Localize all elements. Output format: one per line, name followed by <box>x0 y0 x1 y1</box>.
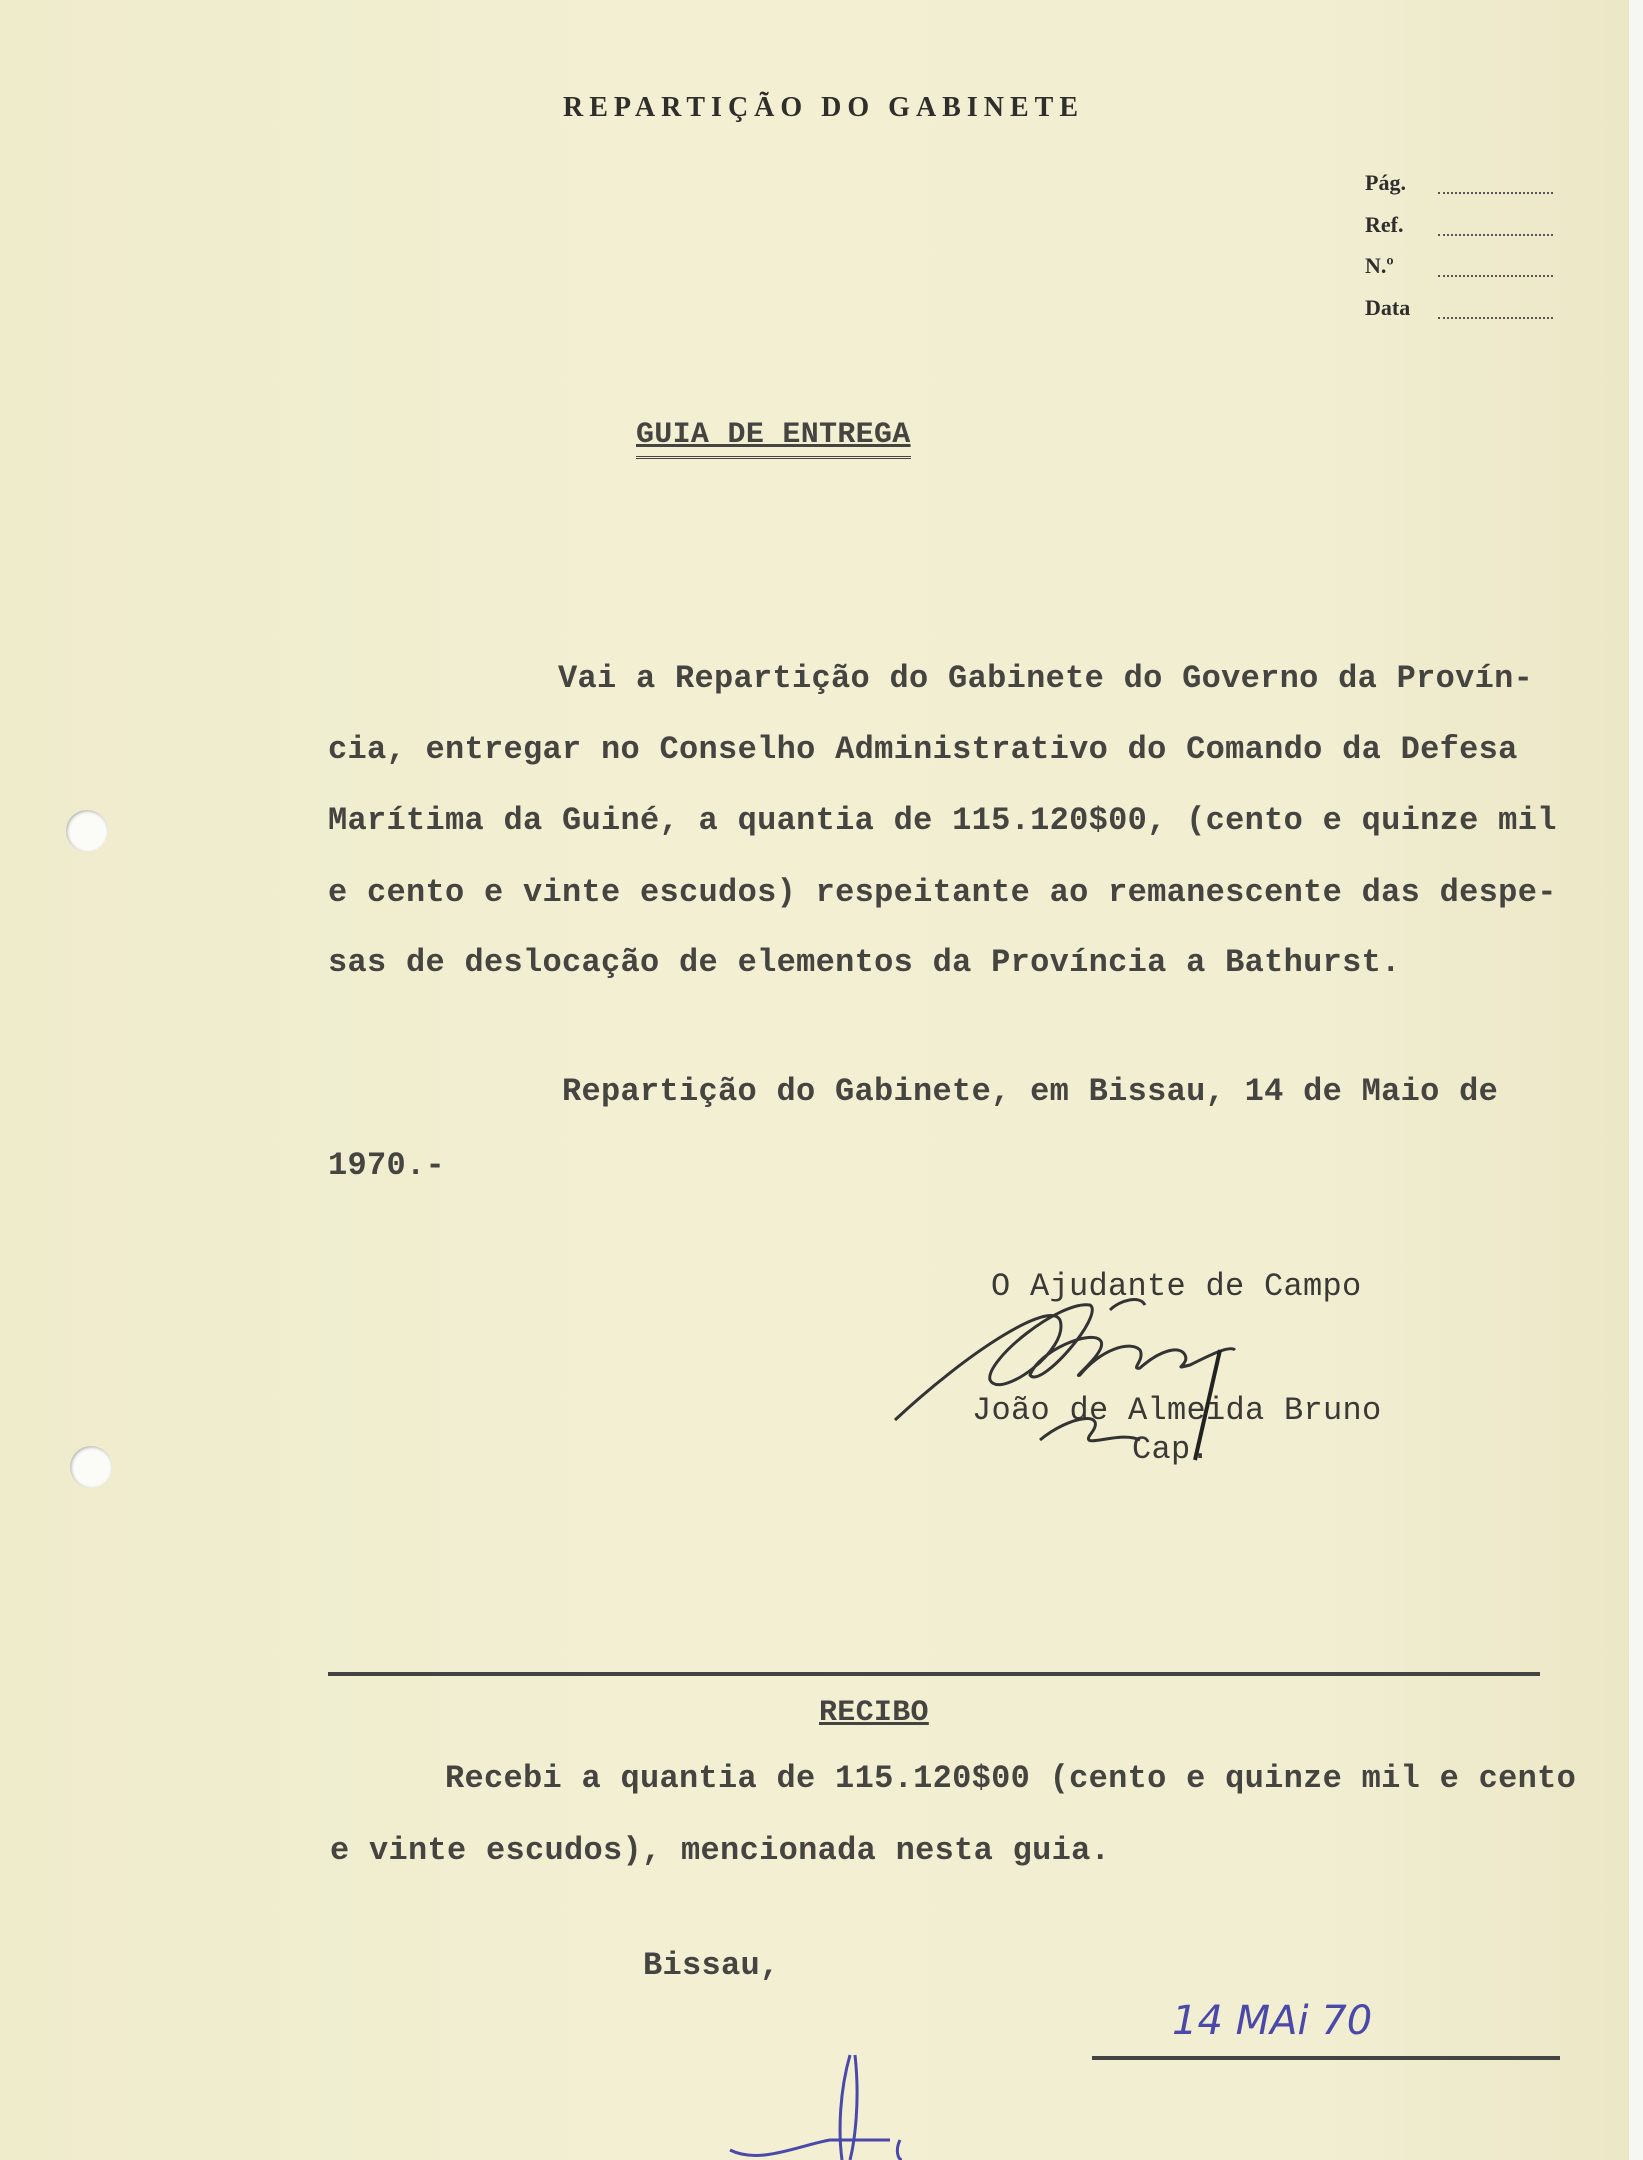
receipt-line: e vinte escudos), mencionada nesta guia. <box>330 1832 1111 1869</box>
signature <box>890 1290 1370 1500</box>
ref-blank-numero <box>1438 275 1553 277</box>
date-underline <box>1092 2056 1560 2060</box>
letterhead-title: REPARTIÇÃO DO GABINETE <box>563 92 1084 123</box>
date-year: 1970.- <box>328 1147 446 1184</box>
receipt-line: Recebi a quantia de 115.120$00 (cento e quinze mil e cento <box>445 1760 1577 1797</box>
punch-hole <box>70 1446 112 1488</box>
signatory-role: O Ajudante de Campo <box>991 1268 1362 1305</box>
body-line: cia, entregar no Conselho Administrativo do Comando da Defesa <box>328 731 1518 768</box>
ref-blank-data <box>1438 317 1553 319</box>
document-title: GUIA DE ENTREGA <box>636 418 911 459</box>
ref-label-data: Data <box>1365 295 1411 320</box>
signatory-rank: Cap. <box>1132 1431 1211 1468</box>
receipt-place: Bissau, <box>643 1947 780 1984</box>
ref-blank-ref <box>1438 234 1553 236</box>
punch-hole <box>66 810 108 852</box>
paper-edge <box>1629 0 1643 2160</box>
ref-label-ref: Ref. <box>1365 212 1404 237</box>
handwritten-date: 14 MAi 70 <box>1172 1998 1373 2044</box>
signatory-name: João de Almeida Bruno <box>972 1392 1382 1429</box>
body-line: Marítima da Guiné, a quantia de 115.120$00, (cento e quinze mil <box>328 802 1557 839</box>
body-line: e cento e vinte escudos) respeitante ao remanescente das despe- <box>328 874 1557 911</box>
receipt-title: RECIBO <box>819 1696 929 1730</box>
ref-label-pag: Pág. <box>1365 170 1406 195</box>
date-line: Repartição do Gabinete, em Bissau, 14 de Maio de <box>562 1073 1499 1110</box>
body-line: sas de deslocação de elementos da Província a Bathurst. <box>328 944 1401 981</box>
body-line: Vai a Repartição do Gabinete do Governo da Provín- <box>558 660 1534 697</box>
ref-label-numero: N.º <box>1365 253 1394 278</box>
receipt-signature <box>720 2050 920 2160</box>
ref-blank-pag <box>1438 192 1553 194</box>
section-divider <box>328 1672 1540 1676</box>
